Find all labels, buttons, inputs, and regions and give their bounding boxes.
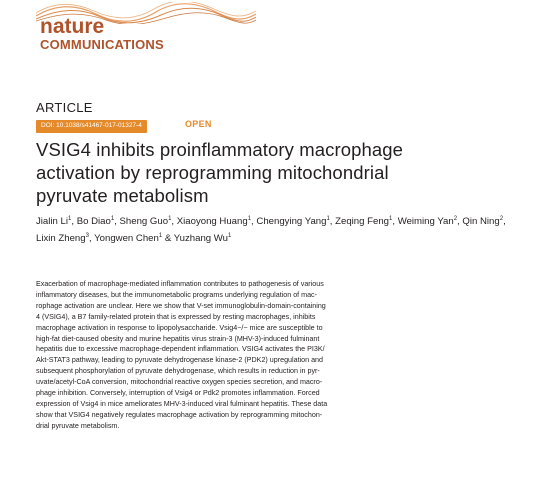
author-name[interactable]: Sheng Guo	[119, 216, 169, 227]
author-affiliation: 1	[68, 216, 72, 222]
author-affiliation: 1	[326, 216, 330, 222]
title-line: activation by reprogramming mitochondrial	[36, 162, 389, 183]
abstract-line: Exacerbation of macrophage-mediated inflammation contributes to pathogenesis of various	[36, 280, 324, 288]
abstract-line: Akt-STAT3 pathway, leading to pyruvate dehydrogenase kinase-2 (PDK2) upregulation and	[36, 356, 323, 365]
abstract-line: subsequent phosphorylation of pyruvate dehydrogenase, which results in reduction in pyr-	[36, 367, 320, 376]
author-affiliation: 1	[168, 216, 172, 222]
author-name[interactable]: Zeqing Feng	[335, 216, 390, 227]
author-name[interactable]: Bo Diao	[76, 216, 111, 227]
author-name[interactable]: Jialin Li	[36, 216, 68, 227]
title-line: VSIG4 inhibits proinflammatory macrophage	[36, 139, 404, 160]
abstract-line: 4 (VSIG4), a B7 family-related protein that is expressed by resting macrophages, inhibits	[36, 312, 316, 321]
author-name[interactable]: Chengying Yang	[256, 216, 327, 227]
abstract-line: expression of Vsig4 in mice ameliorates MHV-3-induced viral fulminant hepatitis. These data	[36, 399, 328, 408]
article-type-label: ARTICLE	[36, 100, 93, 115]
journal-logo-nature: nature	[40, 15, 105, 38]
author-affiliation: 2	[453, 216, 458, 222]
author-list: Jialin Li$^1$, Bo Diao$^1$, Sheng Guo$^1$, Xiaoyong Huang$^1$, Chengying Yang$^1$, Zeqing Feng$^1$, Weiming Yan$^2$, Qin Ning$^2$, Lixin Zheng$^3$, Yongwen Chen$^1$ & Yuzhang Wu$^1$	[36, 216, 506, 244]
author-affiliation: 2	[499, 216, 504, 222]
author-affiliation: 3	[85, 233, 89, 239]
author-affiliation: 1	[389, 216, 393, 222]
journal-logo-communications: COMMUNICATIONS	[40, 37, 164, 52]
author-name[interactable]: Weiming Yan	[397, 216, 454, 227]
author-name[interactable]: Yongwen Chen	[94, 233, 159, 244]
abstract-line: drial pyruvate metabolism.	[36, 421, 120, 430]
author-name[interactable]: Lixin Zheng	[36, 233, 86, 244]
author-name[interactable]: Qin Ning	[462, 216, 500, 227]
author-affiliation: 1	[158, 233, 163, 239]
abstract-line: uvate/acetyl-CoA conversion, mitochondrial reactive oxygen species secretion, and macro-	[36, 378, 323, 387]
abstract-line: macrophage activation in response to lipopolysaccharide. Vsig4−/− mice are susceptible to	[36, 323, 323, 332]
abstract-line: show that VSIG4 negatively regulates macrophage activation by reprogramming mitochon-	[36, 410, 323, 419]
article-title	[36, 138, 506, 207]
abstract-line: inflammatory diseases, but the immunometabolic programs underlying regulation of mac-	[36, 290, 317, 299]
author-affiliation: 1	[110, 216, 115, 222]
author-affiliation: 1	[247, 216, 252, 222]
author-name[interactable]: Xiaoyong Huang	[176, 216, 248, 227]
abstract-line: rophage activation are unclear. Here we show that V-set immunoglobulin-domain-containing	[36, 301, 326, 310]
journal-masthead[interactable]	[36, 2, 256, 54]
abstract-line: hepatitis due to excessive macrophage-dependent inflammation. VSIG4 activates the PI3K/	[36, 345, 325, 354]
author-name[interactable]: Yuzhang Wu	[173, 233, 228, 244]
author-affiliation: 1	[228, 233, 232, 239]
doi-link[interactable]: DOI: 10.1038/s41467-017-01327-4	[36, 120, 147, 133]
abstract-line: high-fat diet-caused obesity and murine hepatitis virus strain-3 (MHV-3)-induced fulminant	[36, 334, 320, 343]
title-line: pyruvate metabolism	[36, 185, 209, 206]
abstract	[36, 279, 484, 432]
abstract-line: phage inhibition. Conversely, interruption of Vsig4 or Pdk2 promotes inflammation. Forced	[36, 389, 320, 398]
open-access-label: OPEN	[185, 119, 212, 129]
